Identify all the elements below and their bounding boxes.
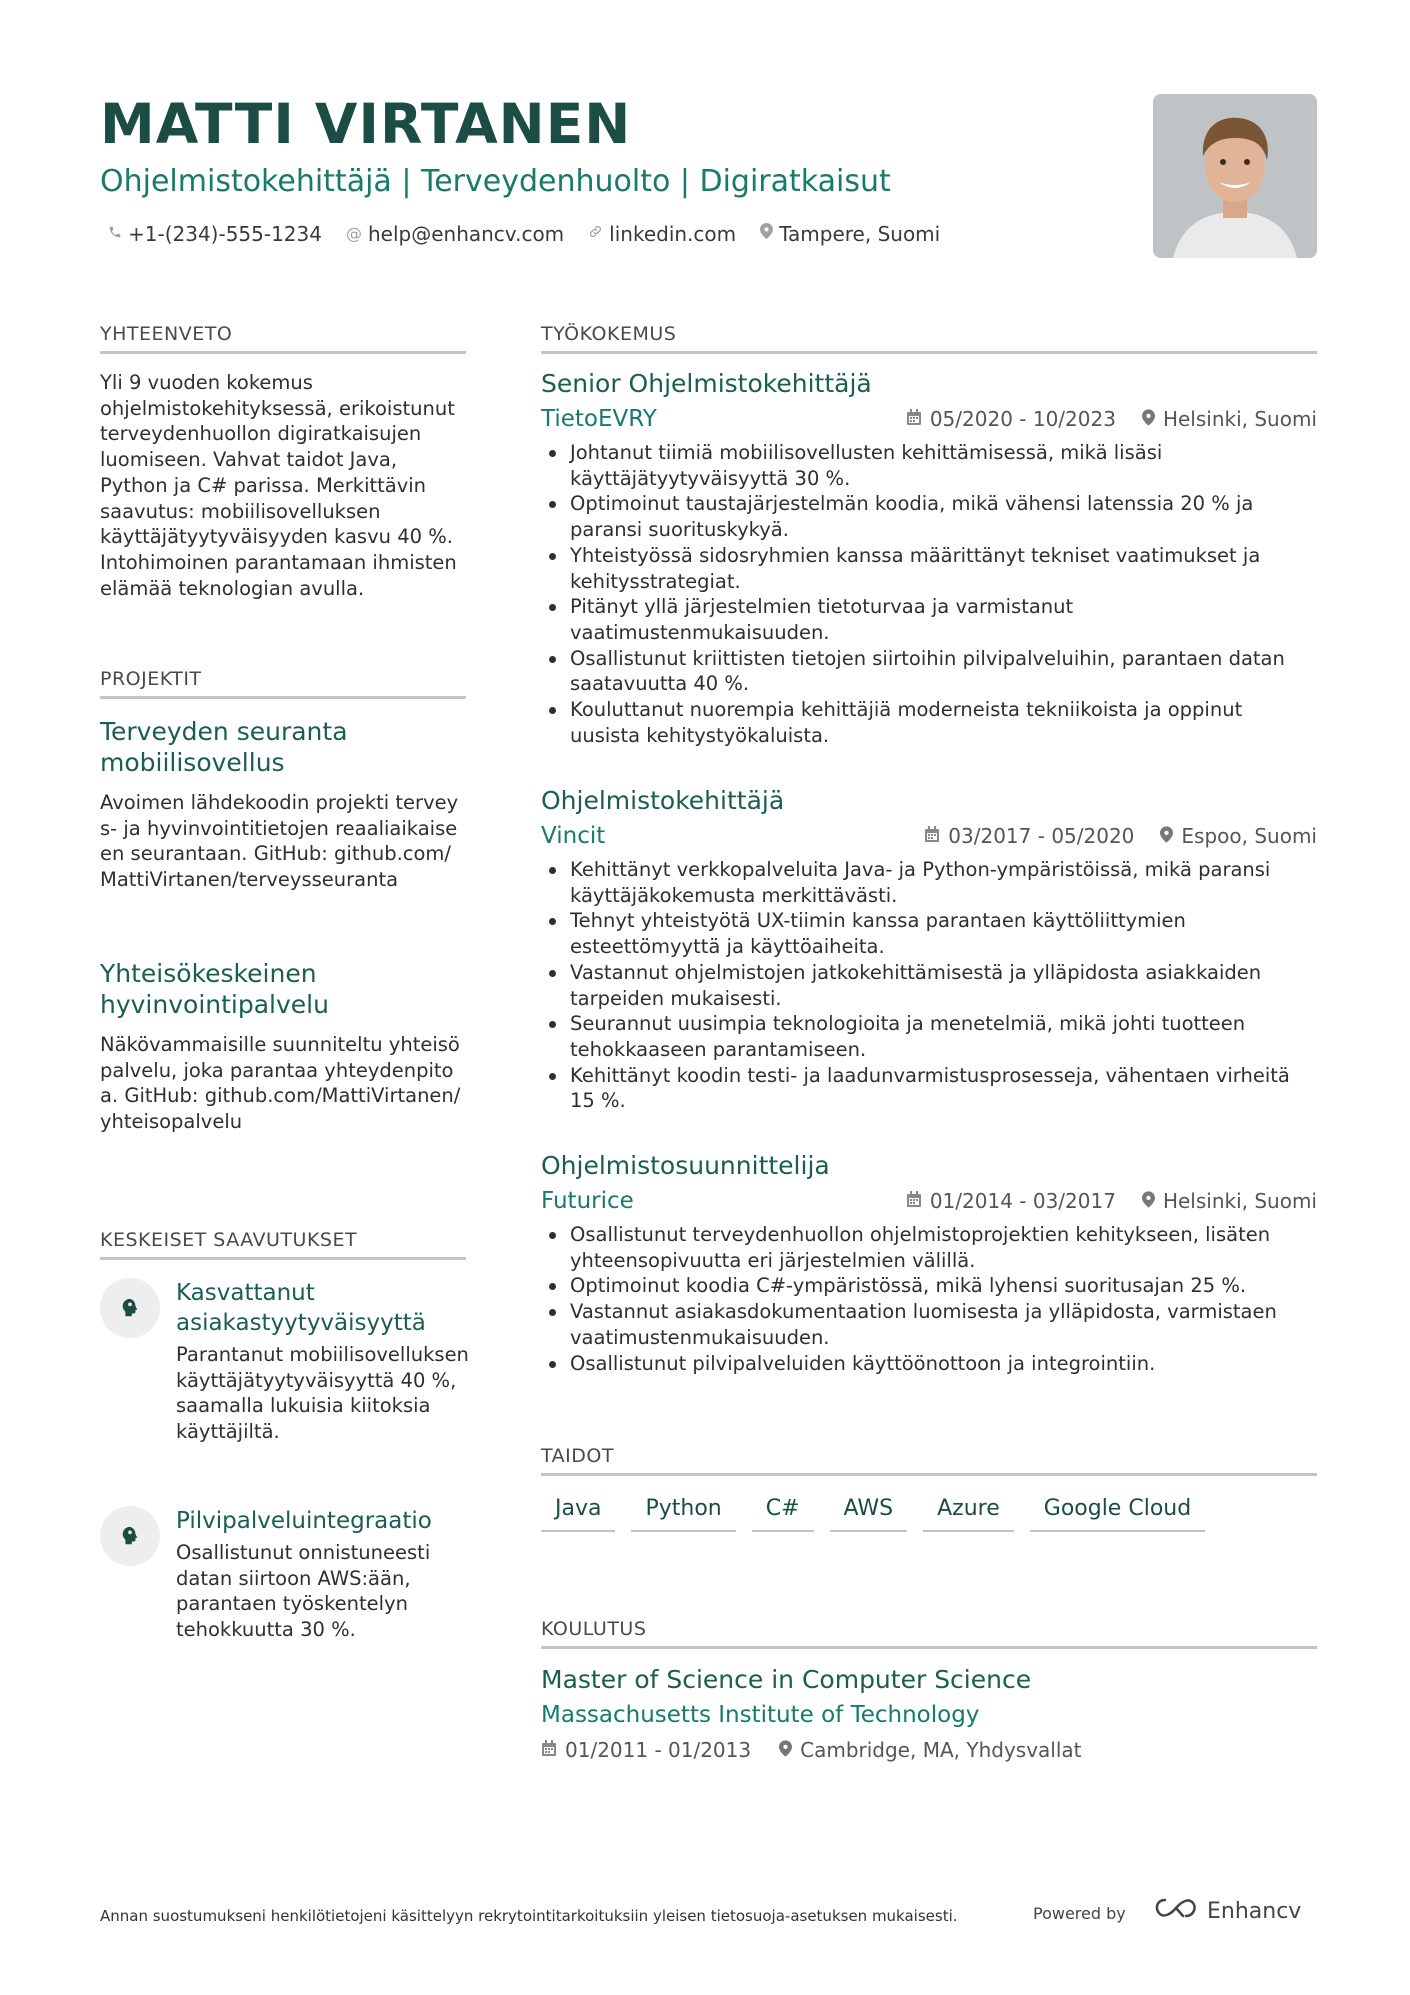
calendar-icon bbox=[924, 822, 940, 850]
achievement-item bbox=[100, 1506, 470, 1643]
job-entry bbox=[541, 1150, 1317, 1376]
experience-heading: TYÖKOKEMUS bbox=[541, 321, 1317, 354]
pin-icon bbox=[1142, 1187, 1155, 1215]
powered-by-text: Powered by bbox=[1033, 1904, 1126, 1923]
job-location: Helsinki, Suomi bbox=[1142, 405, 1317, 433]
candidate-name: MATTI VIRTANEN bbox=[100, 92, 632, 156]
job-bullets bbox=[541, 857, 1317, 1114]
job-bullets bbox=[541, 1222, 1317, 1376]
skill-tag: C# bbox=[752, 1494, 814, 1532]
at-icon: @ bbox=[345, 224, 362, 243]
achievement-title: Kasvattanut asiakastyytyväisyyttä bbox=[176, 1280, 426, 1336]
head-icon bbox=[100, 1278, 160, 1338]
list-item: Kehittänyt koodin testi- ja laadunvarmistusprosesseja, vähentaen virheitä 15 %. bbox=[541, 1063, 1317, 1114]
list-item: Seurannut uusimpia teknologioita ja menetelmiä, mikä johti tuotteen tehokkaaseen parantamiseen. bbox=[541, 1011, 1317, 1062]
profile-photo bbox=[1153, 94, 1317, 258]
achievement-title: Pilvipalveluintegraatio bbox=[176, 1508, 432, 1534]
contact-linkedin[interactable] bbox=[588, 220, 736, 248]
location-text: Tampere, Suomi bbox=[779, 222, 941, 246]
brand-text: Enhancv bbox=[1207, 1898, 1302, 1924]
pin-icon bbox=[779, 1736, 792, 1764]
achievement-description: Osallistunut onnistuneesti datan siirtoon AWS:ään, parantaen työskentelyn tehokkuutta 30 %. bbox=[176, 1541, 431, 1642]
job-location: Espoo, Suomi bbox=[1160, 822, 1317, 850]
job-dates: 01/2014 - 03/2017 bbox=[906, 1187, 1116, 1215]
list-item: Yhteistyössä sidosryhmien kanssa määrittänyt tekniset vaatimukset ja kehitysstrategiat. bbox=[541, 543, 1317, 594]
list-item: Optimoinut taustajärjestelmän koodia, mikä vähensi latenssia 20 % ja paransi suorituskykyä. bbox=[541, 491, 1317, 542]
education-location: Cambridge, MA, Yhdysvallat bbox=[779, 1736, 1081, 1764]
school-name: Massachusetts Institute of Technology bbox=[541, 1702, 980, 1728]
summary-heading: YHTEENVETO bbox=[100, 321, 466, 354]
job-dates: 03/2017 - 05/2020 bbox=[924, 822, 1134, 850]
pin-icon bbox=[1142, 405, 1155, 433]
list-item: Optimoinut koodia C#-ympäristössä, mikä lyhensi suoritusajan 25 %. bbox=[541, 1273, 1317, 1299]
project-title: Terveyden seuranta mobiilisovellus bbox=[100, 717, 348, 777]
list-item: Johtanut tiimiä mobiilisovellusten kehittämisessä, mikä lisäsi käyttäjätyytyväisyyttä 30 %. bbox=[541, 440, 1317, 491]
skill-tag: Azure bbox=[923, 1494, 1014, 1532]
list-item: Osallistunut pilvipalveluiden käyttöönottoon ja integrointiin. bbox=[541, 1351, 1317, 1377]
phone-text: +1-(234)-555-1234 bbox=[128, 222, 322, 246]
contact-email[interactable] bbox=[346, 220, 564, 248]
education-dates: 01/2011 - 01/2013 bbox=[541, 1736, 751, 1764]
candidate-subtitle: Ohjelmistokehittäjä | Terveydenhuolto | Digiratkaisut bbox=[100, 164, 891, 199]
calendar-icon bbox=[906, 405, 922, 433]
job-bullets bbox=[541, 440, 1317, 748]
skill-tag: AWS bbox=[830, 1494, 908, 1532]
list-item: Kouluttanut nuorempia kehittäjiä moderneista tekniikoista ja oppinut uusista kehitystyökaluista. bbox=[541, 697, 1317, 748]
contact-location bbox=[760, 220, 940, 248]
project-description: Näkövammaisille suunniteltu yhteisöpalvelu, joka parantaa yhteydenpitoa. GitHub: github.com/MattiVirtanen/yhteisopalvelu bbox=[100, 1033, 461, 1134]
education-heading: KOULUTUS bbox=[541, 1616, 1317, 1649]
job-title: Ohjelmistosuunnittelija bbox=[541, 1151, 830, 1180]
list-item: Vastannut asiakasdokumentaation luomisesta ja ylläpidosta, varmistaen vaatimustenmukaisuuden. bbox=[541, 1299, 1317, 1350]
skill-tag: Google Cloud bbox=[1030, 1494, 1205, 1532]
summary-text: Yli 9 vuoden kokemus ohjelmistokehityksessä, erikoistunut terveydenhuollon digiratkaisujen luomiseen. Vahvat taidot Java, Python ja C# parissa. Merkittävin saavutus: mobiilisovelluksen käyttäjätyytyväisyyden kasvu 40 %. Intohimoinen parantamaan ihmisten elämää teknologian avulla. bbox=[100, 371, 457, 600]
enhancv-logo[interactable] bbox=[1153, 1896, 1301, 1926]
calendar-icon bbox=[541, 1736, 557, 1764]
list-item: Osallistunut terveydenhuollon ohjelmistoprojektien kehitykseen, lisäten yhteensopivuutta eri järjestelmien välillä. bbox=[541, 1222, 1317, 1273]
company-name: Futurice bbox=[541, 1188, 634, 1214]
head-icon bbox=[100, 1506, 160, 1566]
project-item bbox=[100, 958, 466, 1135]
enhancv-mark-icon bbox=[1153, 1896, 1199, 1926]
pin-icon bbox=[1160, 822, 1173, 850]
job-location: Helsinki, Suomi bbox=[1142, 1187, 1317, 1215]
skills-list bbox=[541, 1494, 1205, 1532]
company-name: TietoEVRY bbox=[541, 406, 657, 432]
company-name: Vincit bbox=[541, 823, 606, 849]
calendar-icon bbox=[906, 1187, 922, 1215]
pin-icon bbox=[760, 220, 773, 248]
project-description: Avoimen lähdekoodin projekti terveys- ja hyvinvointitietojen reaaliaikaiseen seurantaan. GitHub: github.com/MattiVirtanen/terveysseuranta bbox=[100, 791, 459, 892]
job-entry bbox=[541, 785, 1317, 1114]
list-item: Kehittänyt verkkopalveluita Java- ja Python-ympäristöissä, mikä paransi käyttäjäkokemusta merkittävästi. bbox=[541, 857, 1317, 908]
contact-phone bbox=[108, 220, 322, 248]
phone-icon bbox=[108, 220, 122, 248]
job-dates: 05/2020 - 10/2023 bbox=[906, 405, 1116, 433]
achievement-description: Parantanut mobiilisovelluksen käyttäjätyytyväisyyttä 40 %, saamalla lukuisia kiitoksia käyttäjiltä. bbox=[176, 1343, 469, 1444]
achievements-heading: KESKEISET SAAVUTUKSET bbox=[100, 1227, 466, 1260]
list-item: Pitänyt yllä järjestelmien tietoturvaa ja varmistanut vaatimustenmukaisuuden. bbox=[541, 594, 1317, 645]
list-item: Vastannut ohjelmistojen jatkokehittämisestä ja ylläpidosta asiakkaiden tarpeiden mukaisesti. bbox=[541, 960, 1317, 1011]
linkedin-text: linkedin.com bbox=[609, 222, 737, 246]
link-icon bbox=[588, 220, 603, 248]
education-entry bbox=[541, 1664, 1317, 1764]
skill-tag: Python bbox=[631, 1494, 735, 1532]
list-item: Osallistunut kriittisten tietojen siirtoihin pilvipalveluihin, parantaen datan saatavuutta 40 %. bbox=[541, 646, 1317, 697]
skills-heading: TAIDOT bbox=[541, 1443, 1317, 1476]
consent-text: Annan suostumukseni henkilötietojeni käsittelyyn rekrytointitarkoituksiin yleisen tietosuoja-asetuksen mukaisesti. bbox=[100, 1907, 958, 1925]
achievement-item bbox=[100, 1278, 470, 1445]
job-entry bbox=[541, 368, 1317, 748]
email-text: help@enhancv.com bbox=[367, 222, 565, 246]
contact-row bbox=[108, 220, 940, 248]
skill-tag: Java bbox=[541, 1494, 615, 1532]
degree-title: Master of Science in Computer Science bbox=[541, 1665, 1032, 1694]
projects-heading: PROJEKTIT bbox=[100, 666, 466, 699]
project-title: Yhteisökeskeinen hyvinvointipalvelu bbox=[100, 959, 329, 1019]
job-title: Ohjelmistokehittäjä bbox=[541, 786, 785, 815]
list-item: Tehnyt yhteistyötä UX-tiimin kanssa parantaen käyttöliittymien esteettömyyttä ja käyttöaiheita. bbox=[541, 908, 1317, 959]
project-item bbox=[100, 716, 466, 893]
job-title: Senior Ohjelmistokehittäjä bbox=[541, 369, 872, 398]
